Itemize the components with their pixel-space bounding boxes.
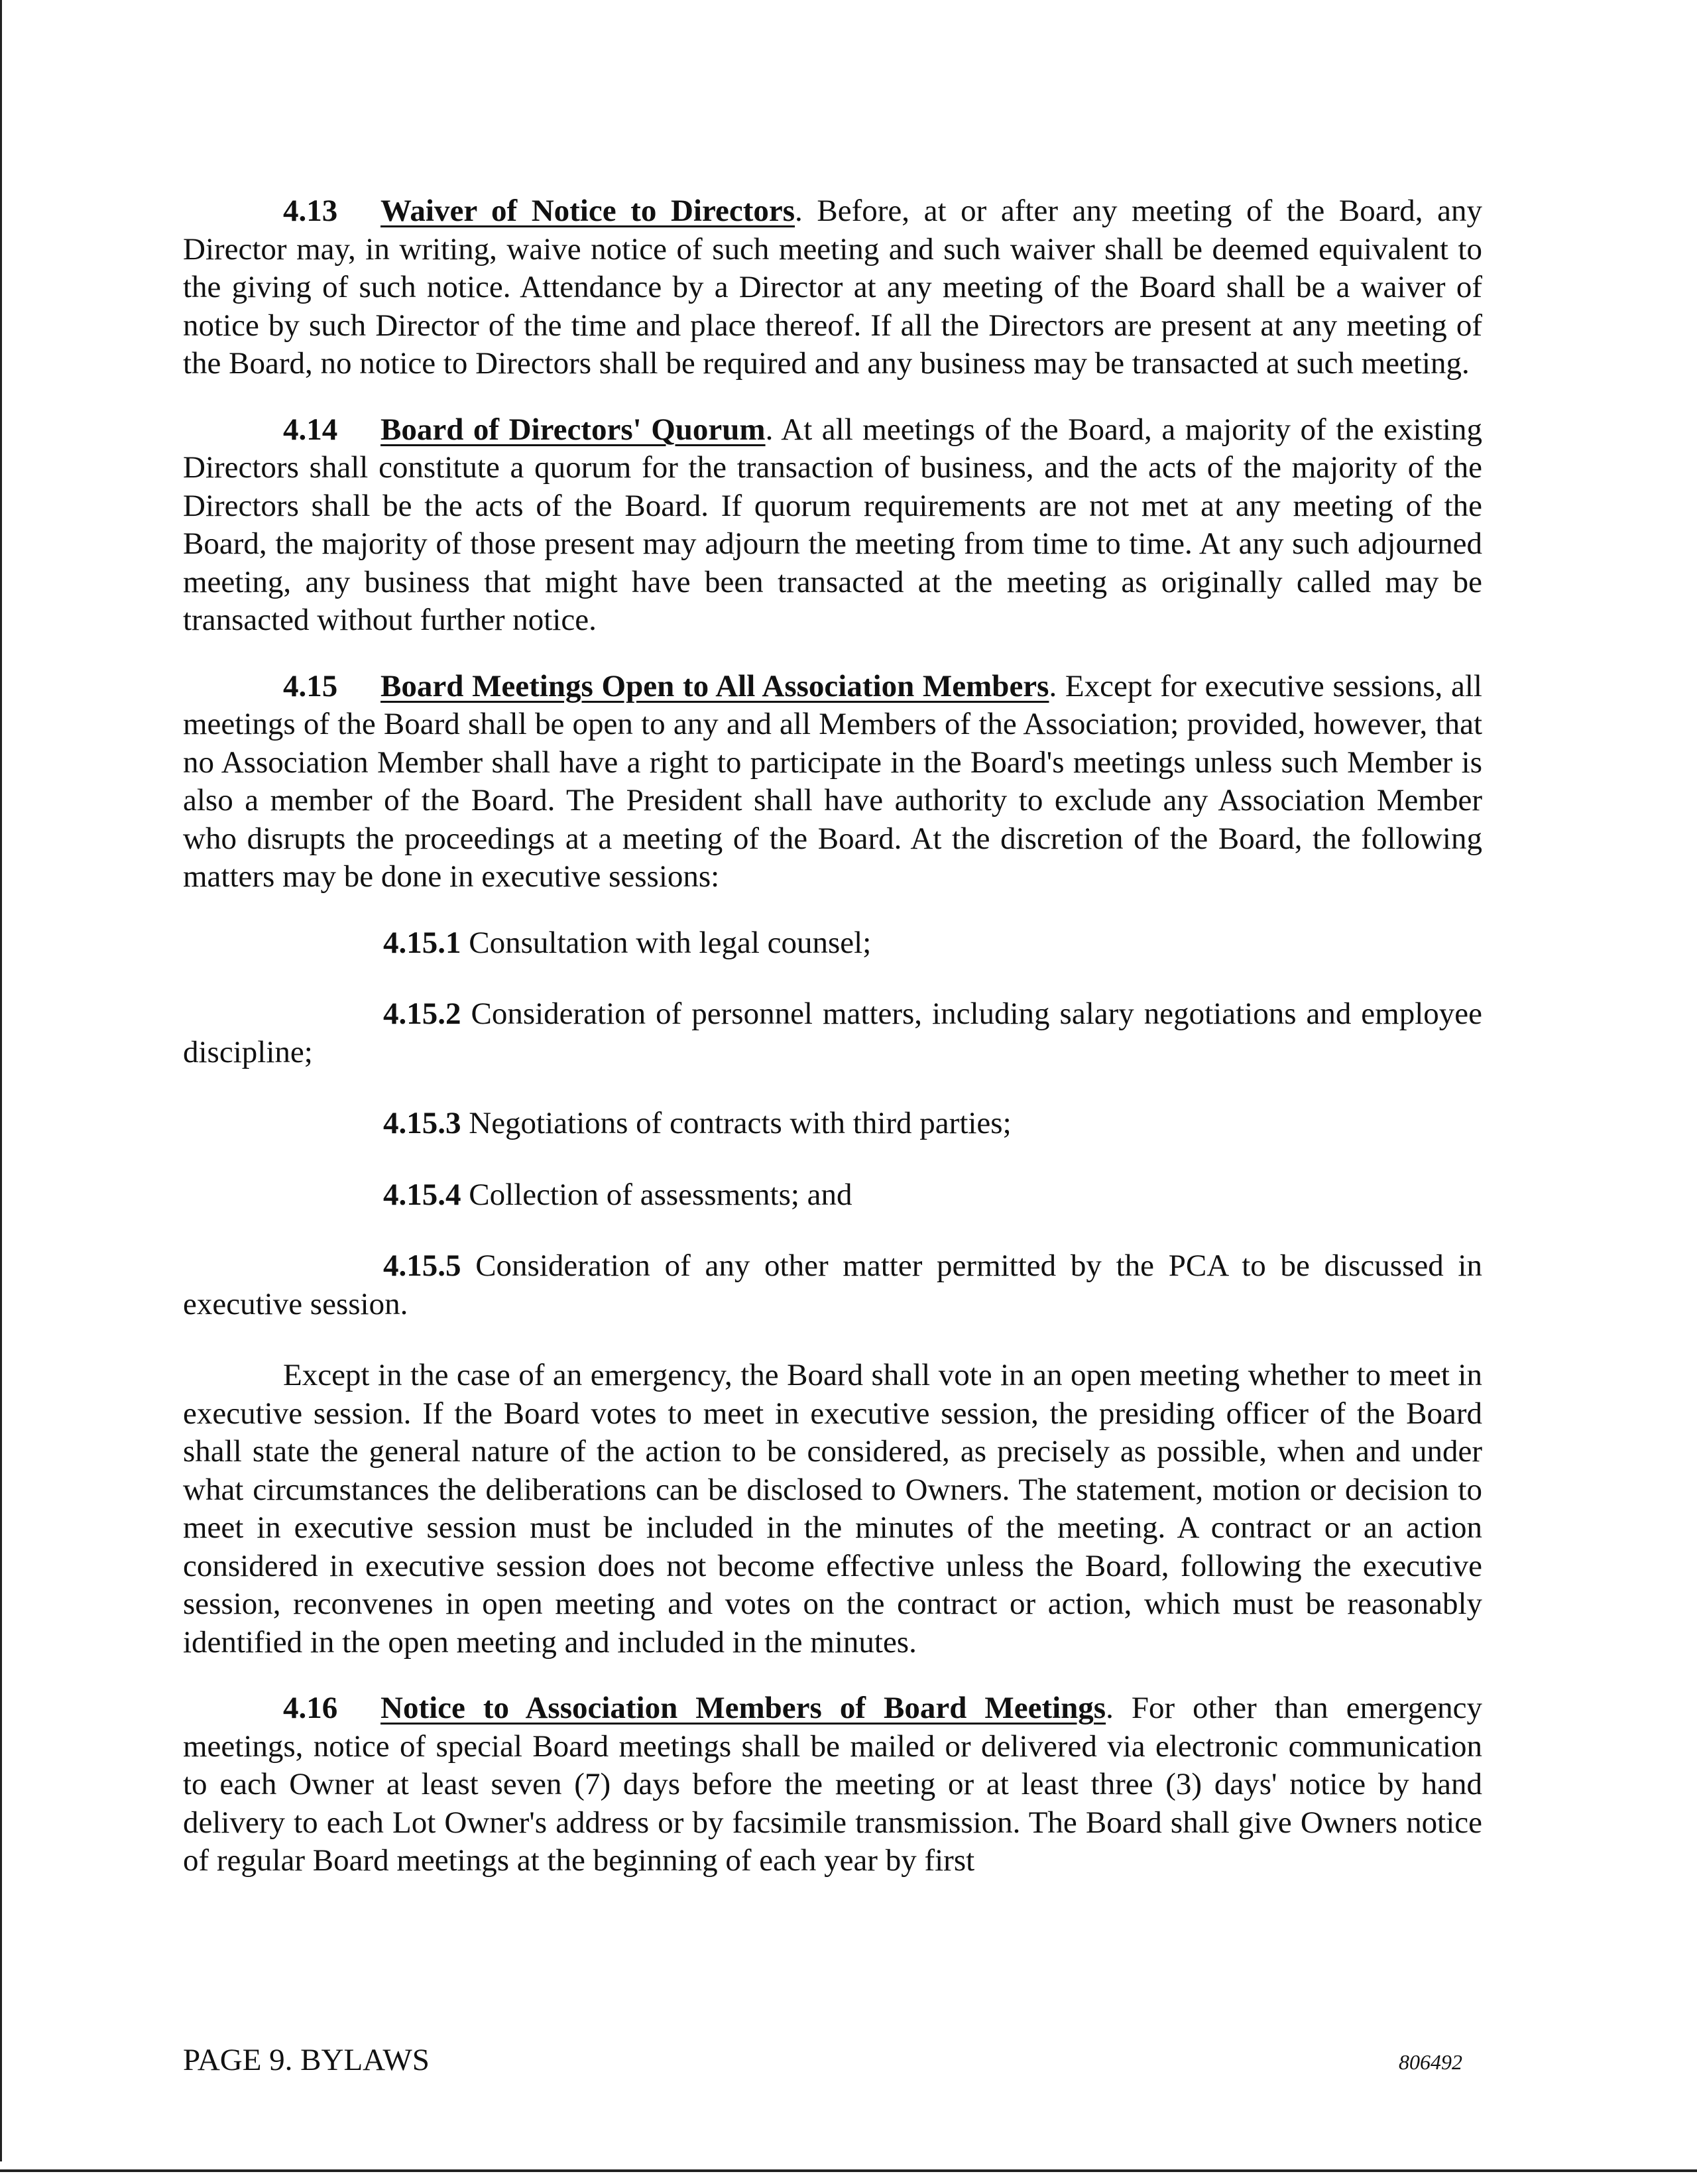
section-body: . At all meetings of the Board, a majority of the existing Directors shall constitute a quorum for the transaction of business, and the acts of the majority of the Directors shall be the acts of the Board. If quorum requirements are not met at any meeting of the Board, the majority of those present may adjourn the meeting from time to time. At any such adjourned meeting, any business that might have been transacted at the meeting as originally called may be transacted without further notice. (183, 412, 1482, 637)
section-number: 4.13 (283, 194, 338, 228)
subsection-text: Consideration of personnel matters, including salary negotiations and employee discipline; (183, 997, 1482, 1069)
subsection-number: 4.15.1 (383, 925, 461, 960)
section-number: 4.16 (283, 1691, 338, 1725)
subsection-4-15-5 (183, 1247, 1482, 1323)
subsection-number: 4.15.2 (383, 997, 461, 1031)
page-footer-label: PAGE 9. BYLAWS (183, 2043, 430, 2077)
subsection-text: Consultation with legal counsel; (461, 925, 872, 960)
section-body: . Except for executive sessions, all meetings of the Board shall be open to any and all Members of the Association; provided, however, that no Association Member shall have a right to participate in the Board's meetings unless such Member is also a member of the Board. The President shall have authority to exclude any Association Member who disrupts the proceedings at a meeting of the Board. At the discretion of the Board, the following matters may be done in executive sessions: (183, 668, 1482, 894)
page-left-edge (0, 0, 2, 2161)
document-body (183, 192, 1482, 1908)
subsection-4-15-3 (183, 1105, 1482, 1143)
subsection-text: Consideration of any other matter permitted by the PCA to be discussed in executive session. (183, 1248, 1482, 1321)
subsection-number: 4.15.4 (383, 1177, 461, 1212)
subsection-4-15-1 (183, 924, 1482, 963)
section-body: . Before, at or after any meeting of the Board, any Director may, in writing, waive notice of such meeting and such waiver shall be deemed equivalent to the giving of such notice. Attendance by a Director at any meeting of the Board shall be a waiver of notice by such Director of the time and place thereof. If all the Directors are present at any meeting of the Board, no notice to Directors shall be required and any business may be transacted at such meeting. (183, 194, 1482, 381)
subsection-4-15-2 (183, 995, 1482, 1071)
section-title: Notice to Association Members of Board Meetings (380, 1691, 1106, 1725)
subsection-number: 4.15.5 (383, 1248, 461, 1283)
section-number: 4.14 (283, 412, 338, 447)
subsection-text: Negotiations of contracts with third parties; (461, 1106, 1012, 1140)
section-body: . For other than emergency meetings, notice of special Board meetings shall be mailed or delivered via electronic communication to each Owner at least seven (7) days before the meeting or at least three (3) days' notice by hand delivery to each Lot Owner's address or by facsimile transmission. The Board shall give Owners notice of regular Board meetings at the beginning of each year by first (183, 1691, 1483, 1878)
document-number: 806492 (1399, 2050, 1462, 2074)
section-title: Board of Directors' Quorum (380, 412, 766, 447)
subsection-text: Collection of assessments; and (461, 1177, 852, 1212)
page-bottom-edge (0, 2169, 1697, 2172)
executive-session-paragraph: Except in the case of an emergency, the Board shall vote in an open meeting whether to meet in executive session. If the Board votes to meet in executive session, the presiding officer of the Board shall state the general nature of the action to be considered, as precisely as possible, when and under what circumstances the deliberations can be disclosed to Owners. The statement, motion or decision to meet in executive session must be included in the minutes of the meeting. A contract or an action considered in executive session does not become effective unless the Board, following the executive session, reconvenes in open meeting and votes on the contract or action, which must be reasonably identified in the open meeting and included in the minutes. (183, 1358, 1482, 1660)
subsection-number: 4.15.3 (383, 1106, 461, 1140)
subsection-4-15-4 (183, 1176, 1482, 1215)
section-number: 4.15 (283, 668, 338, 703)
section-4-13 (183, 192, 1482, 383)
section-4-14 (183, 411, 1482, 640)
section-title: Board Meetings Open to All Association Members (380, 668, 1049, 703)
section-4-16 (183, 1689, 1482, 1880)
section-4-15 (183, 668, 1482, 896)
section-title: Waiver of Notice to Directors (380, 194, 795, 228)
